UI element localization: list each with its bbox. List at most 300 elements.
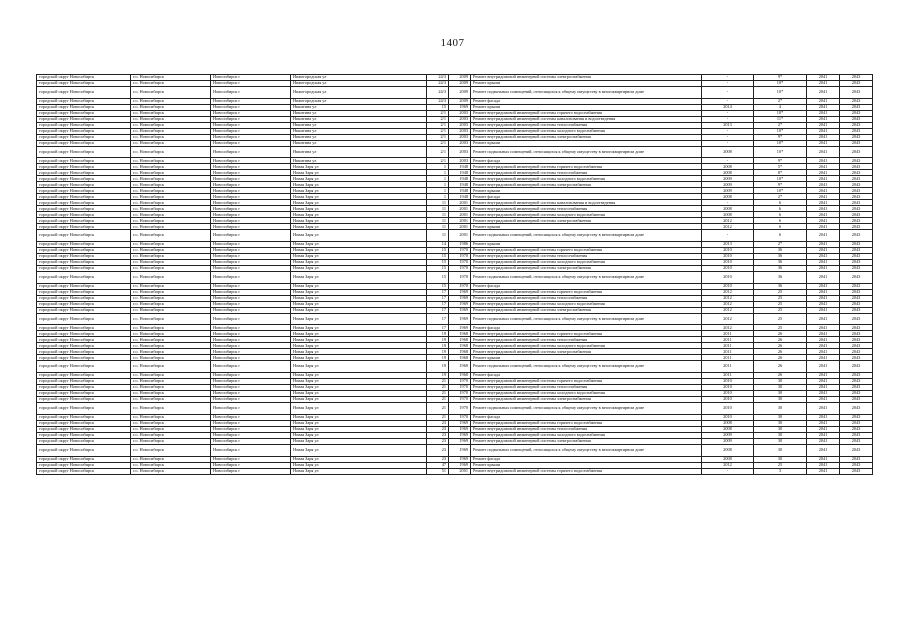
work-type-cell: Ремонт внутридомовой инженерной системы горячего водоснабжения <box>471 379 702 385</box>
house-number-cell: 2/1 <box>427 122 449 128</box>
wear-cell: 5* <box>754 164 807 170</box>
house-number-cell: 21 <box>427 379 449 385</box>
build-year-cell: 1948 <box>449 176 471 182</box>
municipality-cell: городской округ Новосибирск <box>37 397 131 403</box>
house-number-cell: 17 <box>427 301 449 307</box>
wear-cell: 2* <box>754 194 807 200</box>
house-number-cell: 15 <box>427 104 449 110</box>
build-year-cell: 1986 <box>449 242 471 248</box>
municipality-cell: городской округ Новосибирск <box>37 254 131 260</box>
plan-start-cell: 2041 <box>807 295 840 301</box>
street-cell: Новая Заря ул <box>291 242 427 248</box>
municipality-cell: городской округ Новосибирск <box>37 212 131 218</box>
municipality-cell: городской округ Новосибирск <box>37 158 131 164</box>
district-cell: г.о. Новосибирск <box>131 337 211 343</box>
wear-cell: 30 <box>754 444 807 456</box>
house-number-cell: 17 <box>427 313 449 325</box>
street-cell: Новая Заря ул <box>291 206 427 212</box>
district-cell: г.о. Новосибирск <box>131 134 211 140</box>
plan-start-cell: 2041 <box>807 230 840 242</box>
municipality-cell: городской округ Новосибирск <box>37 462 131 468</box>
table-row <box>37 468 873 474</box>
street-cell: Никитина ул <box>291 104 427 110</box>
city-cell: Новосибирск г <box>211 110 291 116</box>
street-cell: Новая Заря ул <box>291 373 427 379</box>
wear-cell: 8* <box>754 170 807 176</box>
plan-end-cell: 2043 <box>840 81 873 87</box>
district-cell: г.о. Новосибирск <box>131 87 211 99</box>
work-type-cell: Ремонт фасада <box>471 373 702 379</box>
plan-start-cell: 2041 <box>807 355 840 361</box>
street-cell: Никитина ул <box>291 146 427 158</box>
street-cell: Никитина ул <box>291 116 427 122</box>
city-cell: Новосибирск г <box>211 98 291 104</box>
work-type-cell: Ремонт внутридомовой инженерной системы электроснабжения <box>471 218 702 224</box>
city-cell: Новосибирск г <box>211 391 291 397</box>
house-number-cell: 21 <box>427 385 449 391</box>
municipality-cell: городской округ Новосибирск <box>37 140 131 146</box>
work-type-cell: Ремонт внутридомовой инженерной системы горячего водоснабжения <box>471 248 702 254</box>
wear-cell: 9* <box>754 75 807 81</box>
work-type-cell: Ремонт подвальных помещений, относящихся к общему имуществу в многоквартирном доме <box>471 361 702 373</box>
city-cell: Новосибирск г <box>211 146 291 158</box>
district-cell: г.о. Новосибирск <box>131 295 211 301</box>
plan-start-cell: 2041 <box>807 75 840 81</box>
municipality-cell: городской округ Новосибирск <box>37 438 131 444</box>
work-type-cell: Ремонт внутридомовой инженерной системы электроснабжения <box>471 438 702 444</box>
plan-start-cell: 2041 <box>807 260 840 266</box>
last-repair-year-cell: 2010 <box>702 403 754 415</box>
last-repair-year-cell: 2013 <box>702 122 754 128</box>
street-cell: Новая Заря ул <box>291 212 427 218</box>
plan-end-cell: 2043 <box>840 248 873 254</box>
build-year-cell: 2003 <box>449 128 471 134</box>
wear-cell: 10* <box>754 87 807 99</box>
district-cell: г.о. Новосибирск <box>131 379 211 385</box>
street-cell: Новая Заря ул <box>291 331 427 337</box>
street-cell: Никитина ул <box>291 134 427 140</box>
work-type-cell: Ремонт внутридомовой инженерной системы теплоснабжения <box>471 122 702 128</box>
house-number-cell: 51 <box>427 468 449 474</box>
district-cell: г.о. Новосибирск <box>131 272 211 284</box>
work-type-cell: Ремонт внутридомовой инженерной системы холодного водоснабжения <box>471 128 702 134</box>
city-cell: Новосибирск г <box>211 266 291 272</box>
municipality-cell: городской округ Новосибирск <box>37 426 131 432</box>
work-type-cell: Ремонт подвальных помещений, относящихся к общему имуществу в многоквартирном доме <box>471 403 702 415</box>
plan-start-cell: 2041 <box>807 343 840 349</box>
work-type-cell: Ремонт подвальных помещений, относящихся к общему имуществу в многоквартирном доме <box>471 313 702 325</box>
work-type-cell: Ремонт фасада <box>471 98 702 104</box>
work-type-cell: Ремонт фасада <box>471 414 702 420</box>
plan-start-cell: 2041 <box>807 128 840 134</box>
last-repair-year-cell: - <box>702 140 754 146</box>
last-repair-year-cell: 2013 <box>702 242 754 248</box>
last-repair-year-cell: 2012 <box>702 313 754 325</box>
street-cell: Новая Заря ул <box>291 266 427 272</box>
work-type-cell: Ремонт внутридомовой инженерной системы холодного водоснабжения <box>471 301 702 307</box>
district-cell: г.о. Новосибирск <box>131 194 211 200</box>
work-type-cell: Ремонт внутридомовой инженерной системы электроснабжения <box>471 307 702 313</box>
build-year-cell: 2001 <box>449 224 471 230</box>
house-number-cell: 2/1 <box>427 110 449 116</box>
last-repair-year-cell: - <box>702 230 754 242</box>
work-type-cell: Ремонт фасада <box>471 325 702 331</box>
plan-end-cell: 2043 <box>840 295 873 301</box>
municipality-cell: городской округ Новосибирск <box>37 230 131 242</box>
work-type-cell: Ремонт крыши <box>471 140 702 146</box>
district-cell: г.о. Новосибирск <box>131 170 211 176</box>
table-body <box>37 75 873 475</box>
street-cell: Нижегородская ул <box>291 87 427 99</box>
municipality-cell: городской округ Новосибирск <box>37 146 131 158</box>
municipality-cell: городской округ Новосибирск <box>37 164 131 170</box>
plan-end-cell: 2043 <box>840 242 873 248</box>
work-type-cell: Ремонт внутридомовой инженерной системы теплоснабжения <box>471 337 702 343</box>
house-number-cell: 2/1 <box>427 116 449 122</box>
plan-end-cell: 2043 <box>840 313 873 325</box>
municipality-cell: городской округ Новосибирск <box>37 224 131 230</box>
street-cell: Нижегородская ул <box>291 98 427 104</box>
district-cell: г.о. Новосибирск <box>131 349 211 355</box>
district-cell: г.о. Новосибирск <box>131 283 211 289</box>
district-cell: г.о. Новосибирск <box>131 289 211 295</box>
plan-start-cell: 2041 <box>807 331 840 337</box>
municipality-cell: городской округ Новосибирск <box>37 134 131 140</box>
work-type-cell: Ремонт внутридомовой инженерной системы канализования и водоотведения <box>471 116 702 122</box>
street-cell: Никитина ул <box>291 110 427 116</box>
work-type-cell: Ремонт подвальных помещений, относящихся к общему имуществу в многоквартирном доме <box>471 444 702 456</box>
last-repair-year-cell: 2010 <box>702 414 754 420</box>
street-cell: Новая Заря ул <box>291 462 427 468</box>
city-cell: Новосибирск г <box>211 194 291 200</box>
district-cell: г.о. Новосибирск <box>131 98 211 104</box>
work-type-cell: Ремонт крыши <box>471 188 702 194</box>
build-year-cell: 2009 <box>449 98 471 104</box>
district-cell: г.о. Новосибирск <box>131 224 211 230</box>
city-cell: Новосибирск г <box>211 260 291 266</box>
wear-cell: 6 <box>754 212 807 218</box>
last-repair-year-cell: 2011 <box>702 343 754 349</box>
wear-cell: 26 <box>754 343 807 349</box>
last-repair-year-cell: 2012 <box>702 218 754 224</box>
work-type-cell: Ремонт внутридомовой инженерной системы горячего водоснабжения <box>471 164 702 170</box>
last-repair-year-cell: - <box>702 158 754 164</box>
house-number-cell: 47 <box>427 462 449 468</box>
work-type-cell: Ремонт внутридомовой инженерной системы горячего водоснабжения <box>471 331 702 337</box>
build-year-cell: 2003 <box>449 110 471 116</box>
house-number-cell: 15 <box>427 272 449 284</box>
plan-end-cell: 2043 <box>840 283 873 289</box>
district-cell: г.о. Новосибирск <box>131 75 211 81</box>
wear-cell: 6 <box>754 206 807 212</box>
district-cell: г.о. Новосибирск <box>131 444 211 456</box>
municipality-cell: городской округ Новосибирск <box>37 295 131 301</box>
municipality-cell: городской округ Новосибирск <box>37 349 131 355</box>
build-year-cell: 1969 <box>449 426 471 432</box>
plan-start-cell: 2041 <box>807 140 840 146</box>
street-cell: Новая Заря ул <box>291 283 427 289</box>
district-cell: г.о. Новосибирск <box>131 373 211 379</box>
street-cell: Новая Заря ул <box>291 200 427 206</box>
municipality-cell: городской округ Новосибирск <box>37 128 131 134</box>
last-repair-year-cell: 2014 <box>702 104 754 110</box>
district-cell: г.о. Новосибирск <box>131 188 211 194</box>
build-year-cell: 1968 <box>449 331 471 337</box>
wear-cell: 25 <box>754 325 807 331</box>
last-repair-year-cell: 2008 <box>702 426 754 432</box>
last-repair-year-cell: 2008 <box>702 456 754 462</box>
municipality-cell: городской округ Новосибирск <box>37 307 131 313</box>
municipality-cell: городской округ Новосибирск <box>37 379 131 385</box>
work-type-cell: Ремонт крыши <box>471 242 702 248</box>
plan-end-cell: 2043 <box>840 122 873 128</box>
wear-cell: 26 <box>754 331 807 337</box>
plan-end-cell: 2043 <box>840 414 873 420</box>
street-cell: Новая Заря ул <box>291 438 427 444</box>
street-cell: Никитина ул <box>291 122 427 128</box>
plan-end-cell: 2043 <box>840 176 873 182</box>
house-number-cell: 21 <box>427 414 449 420</box>
house-number-cell: 14 <box>427 242 449 248</box>
plan-end-cell: 2043 <box>840 289 873 295</box>
last-repair-year-cell: 2008 <box>702 420 754 426</box>
plan-start-cell: 2041 <box>807 194 840 200</box>
municipality-cell: городской округ Новосибирск <box>37 98 131 104</box>
build-year-cell: 1969 <box>449 432 471 438</box>
house-number-cell: 1 <box>427 170 449 176</box>
city-cell: Новосибирск г <box>211 468 291 474</box>
street-cell: Новая Заря ул <box>291 385 427 391</box>
house-number-cell: 17 <box>427 289 449 295</box>
last-repair-year-cell: 2010 <box>702 385 754 391</box>
build-year-cell: 1969 <box>449 307 471 313</box>
city-cell: Новосибирск г <box>211 81 291 87</box>
wear-cell: 26 <box>754 349 807 355</box>
last-repair-year-cell: 2009 <box>702 176 754 182</box>
build-year-cell: 1948 <box>449 194 471 200</box>
plan-start-cell: 2041 <box>807 266 840 272</box>
municipality-cell: городской округ Новосибирск <box>37 414 131 420</box>
city-cell: Новосибирск г <box>211 218 291 224</box>
municipality-cell: городской округ Новосибирск <box>37 176 131 182</box>
build-year-cell: 1948 <box>449 170 471 176</box>
table-row <box>37 444 873 456</box>
city-cell: Новосибирск г <box>211 432 291 438</box>
city-cell: Новосибирск г <box>211 337 291 343</box>
house-number-cell: 1 <box>427 188 449 194</box>
municipality-cell: городской округ Новосибирск <box>37 218 131 224</box>
plan-end-cell: 2043 <box>840 200 873 206</box>
municipality-cell: городской округ Новосибирск <box>37 343 131 349</box>
wear-cell: 30 <box>754 391 807 397</box>
work-type-cell: Ремонт внутридомовой инженерной системы теплоснабжения <box>471 206 702 212</box>
city-cell: Новосибирск г <box>211 361 291 373</box>
last-repair-year-cell: 2012 <box>702 325 754 331</box>
house-number-cell: 23 <box>427 426 449 432</box>
last-repair-year-cell: 2009 <box>702 188 754 194</box>
municipality-cell: городской округ Новосибирск <box>37 81 131 87</box>
municipality-cell: городской округ Новосибирск <box>37 283 131 289</box>
plan-start-cell: 2041 <box>807 325 840 331</box>
house-number-cell: 11 <box>427 212 449 218</box>
last-repair-year-cell: 2011 <box>702 331 754 337</box>
house-number-cell: 11 <box>427 200 449 206</box>
plan-start-cell: 2041 <box>807 200 840 206</box>
plan-end-cell: 2043 <box>840 164 873 170</box>
work-type-cell: Ремонт внутридомовой инженерной системы теплоснабжения <box>471 426 702 432</box>
city-cell: Новосибирск г <box>211 456 291 462</box>
street-cell: Новая Заря ул <box>291 337 427 343</box>
district-cell: г.о. Новосибирск <box>131 230 211 242</box>
build-year-cell: 1970 <box>449 397 471 403</box>
plan-end-cell: 2043 <box>840 158 873 164</box>
district-cell: г.о. Новосибирск <box>131 420 211 426</box>
build-year-cell: 2001 <box>449 468 471 474</box>
city-cell: Новосибирск г <box>211 212 291 218</box>
house-number-cell: 19 <box>427 355 449 361</box>
street-cell: Новая Заря ул <box>291 355 427 361</box>
work-type-cell: Ремонт подвальных помещений, относящихся к общему имуществу в многоквартирном доме <box>471 146 702 158</box>
last-repair-year-cell: 2008 <box>702 164 754 170</box>
plan-start-cell: 2041 <box>807 134 840 140</box>
municipality-cell: городской округ Новосибирск <box>37 170 131 176</box>
street-cell: Новая Заря ул <box>291 403 427 415</box>
street-cell: Новая Заря ул <box>291 170 427 176</box>
work-type-cell: Ремонт подвальных помещений, относящихся к общему имуществу в многоквартирном доме <box>471 230 702 242</box>
city-cell: Новосибирск г <box>211 343 291 349</box>
last-repair-year-cell: 2008 <box>702 206 754 212</box>
city-cell: Новосибирск г <box>211 313 291 325</box>
plan-end-cell: 2043 <box>840 403 873 415</box>
build-year-cell: 1970 <box>449 272 471 284</box>
plan-end-cell: 2043 <box>840 212 873 218</box>
district-cell: г.о. Новосибирск <box>131 432 211 438</box>
work-type-cell: Ремонт подвальных помещений, относящихся к общему имуществу в многоквартирном доме <box>471 272 702 284</box>
district-cell: г.о. Новосибирск <box>131 81 211 87</box>
last-repair-year-cell: 2011 <box>702 355 754 361</box>
house-number-cell: 21 <box>427 403 449 415</box>
build-year-cell: 1968 <box>449 343 471 349</box>
street-cell: Новая Заря ул <box>291 295 427 301</box>
plan-end-cell: 2043 <box>840 218 873 224</box>
plan-start-cell: 2041 <box>807 379 840 385</box>
city-cell: Новосибирск г <box>211 414 291 420</box>
plan-end-cell: 2043 <box>840 87 873 99</box>
build-year-cell: 1969 <box>449 444 471 456</box>
municipality-cell: городской округ Новосибирск <box>37 200 131 206</box>
district-cell: г.о. Новосибирск <box>131 456 211 462</box>
build-year-cell: 1969 <box>449 438 471 444</box>
wear-cell: 30 <box>754 432 807 438</box>
plan-start-cell: 2041 <box>807 188 840 194</box>
municipality-cell: городской округ Новосибирск <box>37 116 131 122</box>
work-type-cell: Ремонт крыши <box>471 224 702 230</box>
house-number-cell: 21 <box>427 397 449 403</box>
build-year-cell: 1969 <box>449 420 471 426</box>
district-cell: г.о. Новосибирск <box>131 438 211 444</box>
street-cell: Новая Заря ул <box>291 272 427 284</box>
wear-cell: 36 <box>754 266 807 272</box>
wear-cell: 6 <box>754 224 807 230</box>
plan-start-cell: 2041 <box>807 272 840 284</box>
district-cell: г.о. Новосибирск <box>131 206 211 212</box>
wear-cell: 11* <box>754 116 807 122</box>
plan-end-cell: 2043 <box>840 128 873 134</box>
build-year-cell: 1969 <box>449 313 471 325</box>
work-type-cell: Ремонт внутридомовой инженерной системы холодного водоснабжения <box>471 212 702 218</box>
city-cell: Новосибирск г <box>211 295 291 301</box>
plan-end-cell: 2043 <box>840 379 873 385</box>
plan-end-cell: 2043 <box>840 170 873 176</box>
municipality-cell: городской округ Новосибирск <box>37 325 131 331</box>
city-cell: Новосибирск г <box>211 224 291 230</box>
district-cell: г.о. Новосибирск <box>131 110 211 116</box>
plan-start-cell: 2041 <box>807 164 840 170</box>
work-type-cell: Ремонт внутридомовой инженерной системы электроснабжения <box>471 182 702 188</box>
work-type-cell: Ремонт внутридомовой инженерной системы электроснабжения <box>471 134 702 140</box>
wear-cell: 9* <box>754 158 807 164</box>
municipality-cell: городской округ Новосибирск <box>37 331 131 337</box>
district-cell: г.о. Новосибирск <box>131 426 211 432</box>
plan-start-cell: 2041 <box>807 456 840 462</box>
city-cell: Новосибирск г <box>211 248 291 254</box>
house-number-cell: 1 <box>427 176 449 182</box>
build-year-cell: 1970 <box>449 254 471 260</box>
house-number-cell: 24/3 <box>427 75 449 81</box>
street-cell: Новая Заря ул <box>291 182 427 188</box>
work-type-cell: Ремонт внутридомовой инженерной системы электроснабжения <box>471 75 702 81</box>
build-year-cell: 2001 <box>449 206 471 212</box>
build-year-cell: 1969 <box>449 456 471 462</box>
plan-start-cell: 2041 <box>807 158 840 164</box>
build-year-cell: 1968 <box>449 349 471 355</box>
plan-start-cell: 2041 <box>807 444 840 456</box>
work-type-cell: Ремонт крыши <box>471 355 702 361</box>
work-type-cell: Ремонт фасада <box>471 194 702 200</box>
city-cell: Новосибирск г <box>211 355 291 361</box>
municipality-cell: городской округ Новосибирск <box>37 403 131 415</box>
build-year-cell: 2003 <box>449 122 471 128</box>
wear-cell: 25 <box>754 307 807 313</box>
municipality-cell: городской округ Новосибирск <box>37 248 131 254</box>
house-number-cell: 24/3 <box>427 81 449 87</box>
plan-start-cell: 2041 <box>807 420 840 426</box>
city-cell: Новосибирск г <box>211 170 291 176</box>
district-cell: г.о. Новосибирск <box>131 116 211 122</box>
plan-start-cell: 2041 <box>807 414 840 420</box>
last-repair-year-cell: 2011 <box>702 337 754 343</box>
municipality-cell: городской округ Новосибирск <box>37 194 131 200</box>
plan-end-cell: 2043 <box>840 116 873 122</box>
street-cell: Новая Заря ул <box>291 349 427 355</box>
plan-end-cell: 2043 <box>840 438 873 444</box>
repair-schedule-table <box>36 74 873 475</box>
plan-end-cell: 2043 <box>840 254 873 260</box>
street-cell: Новая Заря ул <box>291 248 427 254</box>
work-type-cell: Ремонт фасада <box>471 158 702 164</box>
house-number-cell: 15 <box>427 260 449 266</box>
wear-cell: 10* <box>754 110 807 116</box>
last-repair-year-cell: - <box>702 128 754 134</box>
district-cell: г.о. Новосибирск <box>131 266 211 272</box>
district-cell: г.о. Новосибирск <box>131 385 211 391</box>
plan-end-cell: 2043 <box>840 206 873 212</box>
build-year-cell: 2003 <box>449 116 471 122</box>
district-cell: г.о. Новосибирск <box>131 343 211 349</box>
last-repair-year-cell: - <box>702 98 754 104</box>
plan-start-cell: 2041 <box>807 242 840 248</box>
wear-cell: 25 <box>754 313 807 325</box>
